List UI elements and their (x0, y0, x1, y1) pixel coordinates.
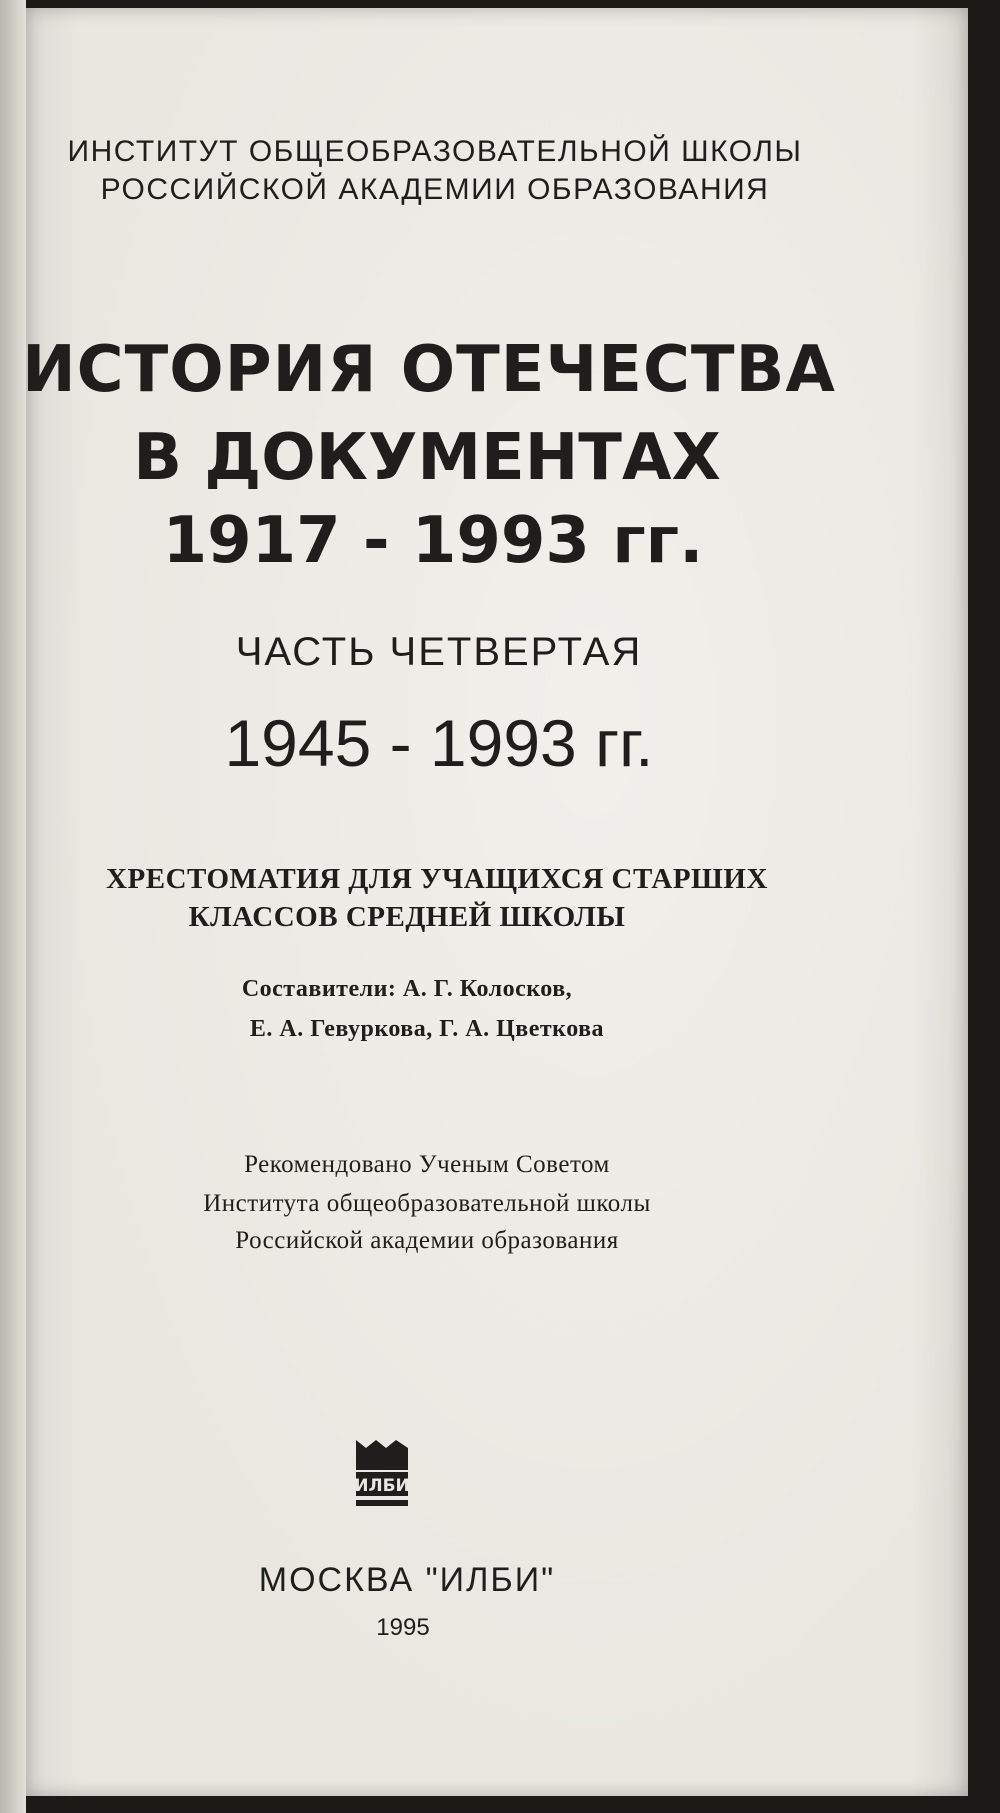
recommendation-line-2: Института общеобразовательной школы (203, 1190, 651, 1217)
title-page (22, 8, 968, 1796)
logo-text: ИЛБИ (354, 1476, 410, 1496)
book-title-years: 1917 - 1993 гг. (162, 504, 704, 578)
logo-base-bar (356, 1500, 408, 1506)
recommendation-line-3: Российской академии образования (235, 1227, 619, 1254)
compilers-line-2: Е. А. Гевуркова, Г. А. Цветкова (249, 1016, 605, 1042)
recommendation-line-1: Рекомендовано Ученым Советом (244, 1151, 610, 1178)
book-title-line-1: ИСТОРИЯ ОТЕЧЕСТВА (22, 333, 836, 407)
compilers-line-1: Составители: А. Г. Колосков, (241, 976, 573, 1002)
publication-year: 1995 (376, 1614, 430, 1641)
subtitle-line-2: КЛАССОВ СРЕДНЕЙ ШКОЛЫ (188, 901, 626, 933)
institute-line-2: РОССИЙСКОЙ АКАДЕМИИ ОБРАЗОВАНИЯ (100, 173, 770, 206)
part-years: 1945 - 1993 гг. (224, 706, 654, 780)
part-label: ЧАСТЬ ЧЕТВЕРТАЯ (235, 630, 643, 674)
publisher-city: МОСКВА "ИЛБИ" (258, 1561, 556, 1599)
book-title-line-2: В ДОКУМЕНТАХ (133, 421, 721, 495)
logo-crown-shape (356, 1440, 408, 1470)
institute-line-1: ИНСТИТУТ ОБЩЕОБРАЗОВАТЕЛЬНОЙ ШКОЛЫ (67, 135, 803, 168)
publisher-logo (354, 1438, 410, 1510)
subtitle-line-1: ХРЕСТОМАТИЯ ДЛЯ УЧАЩИХСЯ СТАРШИХ (106, 863, 768, 895)
